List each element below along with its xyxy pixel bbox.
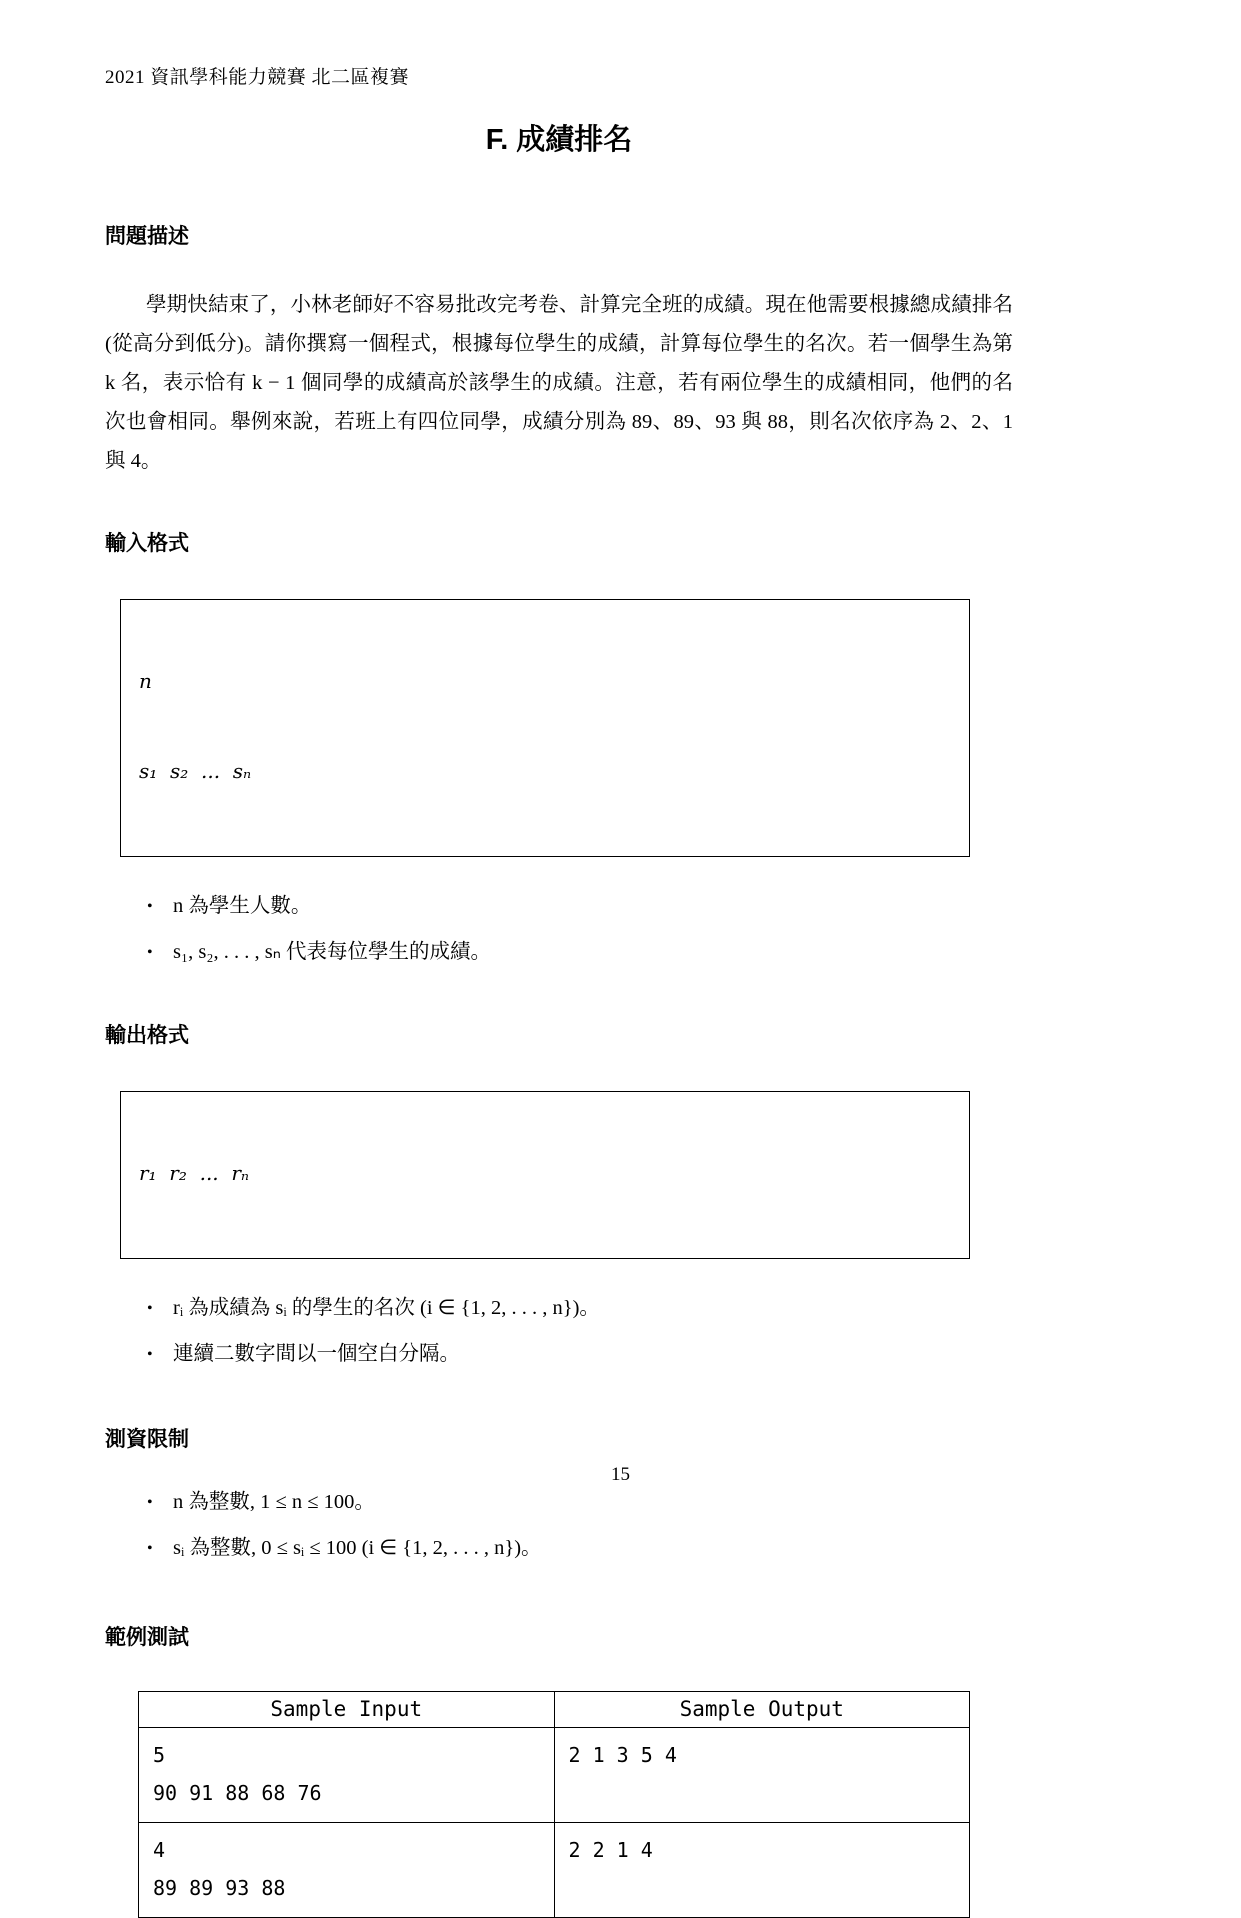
list-item: [147, 1487, 1013, 1519]
sample-input-line: 90 91 88 68 76: [153, 1781, 322, 1805]
sample-input-line: 4: [153, 1838, 166, 1862]
section-heading-output-format: 輸出格式: [105, 1024, 189, 1047]
sample-input-line: 5: [153, 1743, 166, 1767]
sample-output-cell: [554, 1823, 970, 1918]
table-row: [139, 1728, 970, 1823]
column-header-sample-input: Sample Input: [139, 1692, 555, 1728]
list-item: [147, 937, 1013, 969]
table-header-row: [139, 1692, 970, 1728]
sample-output-line: 2 1 3 5 4: [568, 1743, 677, 1767]
bullet-icon: •: [147, 898, 153, 915]
bullet-text: 連續二數字間以一個空白分隔。: [173, 1343, 460, 1365]
bullet-icon: •: [147, 1494, 153, 1511]
bullet-text: s₁, s₂, . . . , sₙ 代表每位學生的成績。: [173, 941, 492, 963]
input-format-box: [120, 599, 970, 857]
sample-output-cell: [554, 1728, 970, 1823]
sample-output-line: 2 2 1 4: [568, 1838, 653, 1862]
sample-input-cell: [139, 1728, 555, 1823]
bullet-icon: •: [147, 944, 153, 961]
output-format-bullets: [105, 1293, 1013, 1371]
column-header-sample-output: Sample Output: [554, 1692, 970, 1728]
list-item: [147, 1293, 1013, 1325]
bullet-text: sᵢ 為整數, 0 ≤ sᵢ ≤ 100 (i ∈ {1, 2, . . . , n})。: [173, 1537, 542, 1559]
input-format-line: s₁ s₂ ... sₙ: [139, 759, 252, 783]
bullet-icon: •: [147, 1346, 153, 1363]
page-number: 15: [611, 1464, 630, 1485]
sample-input-line: 89 89 93 88: [153, 1876, 286, 1900]
list-item: [147, 1339, 1013, 1371]
constraints-bullets: [105, 1487, 1013, 1565]
bullet-icon: •: [147, 1540, 153, 1557]
output-format-box: [120, 1091, 970, 1259]
input-format-bullets: [105, 891, 1013, 969]
section-heading-constraints: 測資限制: [105, 1428, 189, 1451]
problem-statement-paragraph: 學期快結束了，小林老師好不容易批改完考卷、計算完全班的成績。現在他需要根據總成績排名 (從高分到低分)。請你撰寫一個程式，根據每位學生的成績，計算每位學生的名次。若一個學生為第 k 名，表示恰有 k − 1 個同學的成績高於該學生的成績。注意，若有兩位學生的成績相同，他們的名次也會相同。舉例來說，若班上有四位同學，成績分別為 89、89、93 與 88，則名次依序為 2、2、1 與 4。: [105, 294, 1013, 472]
sample-test-table: [138, 1691, 970, 1918]
bullet-icon: •: [147, 1300, 153, 1317]
document-page: [105, 0, 1013, 1918]
section-heading-problem-description: 問題描述: [105, 225, 189, 248]
section-heading-sample-tests: 範例測試: [105, 1626, 189, 1649]
list-item: [147, 891, 1013, 923]
section-heading-input-format: 輸入格式: [105, 532, 189, 555]
bullet-text: n 為學生人數。: [173, 895, 312, 917]
output-format-line: r₁ r₂ ... rₙ: [139, 1161, 250, 1185]
problem-title: F. 成績排名: [485, 124, 633, 156]
sample-input-cell: [139, 1823, 555, 1918]
bullet-text: rᵢ 為成績為 sᵢ 的學生的名次 (i ∈ {1, 2, . . . , n})。: [173, 1297, 600, 1319]
list-item: [147, 1533, 1013, 1565]
bullet-text: n 為整數, 1 ≤ n ≤ 100。: [173, 1491, 375, 1513]
input-format-line: n: [139, 669, 152, 693]
contest-header: 2021 資訊學科能力競賽 北二區複賽: [105, 67, 410, 88]
table-row: [139, 1823, 970, 1918]
